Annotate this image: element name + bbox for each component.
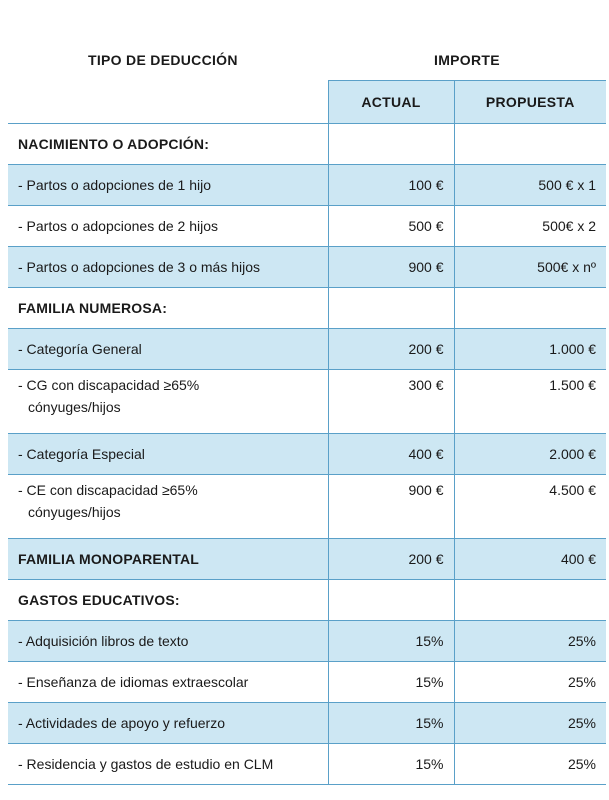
propuesta-value: 4.500 € xyxy=(454,475,606,539)
subheader-blank-cell xyxy=(8,81,328,124)
table-row xyxy=(8,247,606,288)
row-label-line1: - CE con discapacidad ≥65% xyxy=(18,482,198,498)
actual-value: 15% xyxy=(328,662,454,703)
actual-value: 500 € xyxy=(328,206,454,247)
table-row xyxy=(8,206,606,247)
propuesta-value: 2.000 € xyxy=(454,434,606,475)
table-row xyxy=(8,621,606,662)
table-row xyxy=(8,165,606,206)
row-label: - Partos o adopciones de 1 hijo xyxy=(8,165,328,206)
table-title-row xyxy=(0,0,609,80)
propuesta-value xyxy=(454,124,606,165)
table-row xyxy=(8,329,606,370)
row-label: - Categoría General xyxy=(8,329,328,370)
row-label: - Actividades de apoyo y refuerzo xyxy=(8,703,328,744)
subheader-row xyxy=(8,81,606,124)
table-row xyxy=(8,434,606,475)
actual-value: 900 € xyxy=(328,475,454,539)
row-label-line2: cónyuges/hijos xyxy=(28,504,121,520)
row-label xyxy=(8,370,328,434)
row-label: - Adquisición libros de texto xyxy=(8,621,328,662)
propuesta-value: 25% xyxy=(454,744,606,785)
row-label-line2: cónyuges/hijos xyxy=(28,399,121,415)
section-label: GASTOS EDUCATIVOS: xyxy=(8,580,328,621)
propuesta-value xyxy=(454,288,606,329)
table-row xyxy=(8,744,606,785)
deduction-table xyxy=(8,80,606,785)
header-tipo-deduccion: TIPO DE DEDUCCIÓN xyxy=(88,52,238,68)
section-row-familia-numerosa xyxy=(8,288,606,329)
actual-value: 15% xyxy=(328,621,454,662)
header-importe: IMPORTE xyxy=(434,52,500,68)
actual-value xyxy=(328,288,454,329)
actual-value: 900 € xyxy=(328,247,454,288)
propuesta-value xyxy=(454,580,606,621)
propuesta-value: 500 € x 1 xyxy=(454,165,606,206)
actual-value: 15% xyxy=(328,703,454,744)
table-row xyxy=(8,475,606,539)
section-label: FAMILIA NUMEROSA: xyxy=(8,288,328,329)
propuesta-value: 500€ x nº xyxy=(454,247,606,288)
header-propuesta: PROPUESTA xyxy=(454,81,606,124)
row-label xyxy=(8,475,328,539)
actual-value: 200 € xyxy=(328,329,454,370)
row-label: - Categoría Especial xyxy=(8,434,328,475)
section-row-gastos-educativos xyxy=(8,580,606,621)
actual-value: 15% xyxy=(328,744,454,785)
actual-value: 200 € xyxy=(328,539,454,580)
section-label: FAMILIA MONOPARENTAL xyxy=(8,539,328,580)
row-label: - Partos o adopciones de 3 o más hijos xyxy=(8,247,328,288)
propuesta-value: 400 € xyxy=(454,539,606,580)
actual-value xyxy=(328,580,454,621)
row-label: - Enseñanza de idiomas extraescolar xyxy=(8,662,328,703)
propuesta-value: 25% xyxy=(454,662,606,703)
section-label: NACIMIENTO O ADOPCIÓN: xyxy=(8,124,328,165)
propuesta-value: 25% xyxy=(454,621,606,662)
propuesta-value: 1.500 € xyxy=(454,370,606,434)
section-row-familia-monoparental xyxy=(8,539,606,580)
actual-value: 400 € xyxy=(328,434,454,475)
row-label: - Residencia y gastos de estudio en CLM xyxy=(8,744,328,785)
table-row xyxy=(8,370,606,434)
row-label-line1: - CG con discapacidad ≥65% xyxy=(18,377,200,393)
header-actual: ACTUAL xyxy=(328,81,454,124)
section-row-nacimiento xyxy=(8,124,606,165)
actual-value: 100 € xyxy=(328,165,454,206)
table-row xyxy=(8,662,606,703)
propuesta-value: 500€ x 2 xyxy=(454,206,606,247)
propuesta-value: 25% xyxy=(454,703,606,744)
row-label: - Partos o adopciones de 2 hijos xyxy=(8,206,328,247)
table-row xyxy=(8,703,606,744)
actual-value: 300 € xyxy=(328,370,454,434)
actual-value xyxy=(328,124,454,165)
propuesta-value: 1.000 € xyxy=(454,329,606,370)
